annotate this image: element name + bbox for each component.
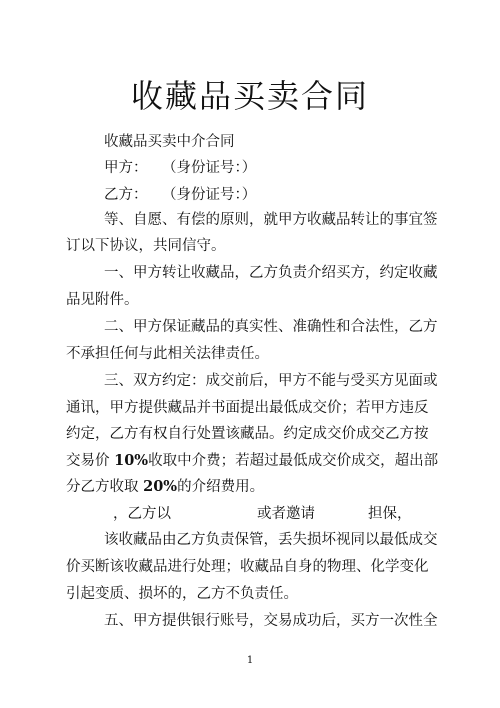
- paragraph-line: 二、甲方保证藏品的真实性、准确性和合法性，乙方: [104, 319, 438, 335]
- paragraph-line: 该收藏品由乙方负责保管，丢失损坏视同以最低成交: [104, 532, 438, 548]
- paragraph-segment: 或者邀请: [257, 506, 315, 522]
- text-segment: 收取中介费；若超过最低成交价成交，超出部: [148, 453, 439, 469]
- paragraph-line: [66, 477, 264, 497]
- paragraph-line: 品见附件。: [66, 292, 139, 308]
- paragraph-segment: 担保，: [368, 506, 412, 522]
- page-number: 1: [246, 655, 254, 666]
- paragraph-segment: ，乙方以: [113, 506, 171, 522]
- percent-value: 20%: [143, 478, 178, 495]
- paragraph-line: 引起变质、损坏的，乙方不负责任。: [66, 586, 298, 602]
- paragraph-line: [66, 451, 438, 471]
- paragraph-line: 一、甲方转让收藏品，乙方负责介绍买方，约定收藏: [104, 265, 438, 281]
- paragraph-line: 约定，乙方有权自行处置该藏品。约定成交价成交乙方按: [66, 426, 429, 442]
- party-a-line: 甲方： （身份证号：）: [104, 160, 257, 176]
- percent-value: 10%: [114, 452, 149, 469]
- subtitle: 收藏品买卖中介合同: [104, 134, 235, 150]
- paragraph-line: 价买断该收藏品进行处理；收藏品自身的物理、化学变化: [66, 559, 429, 575]
- paragraph-line: 不承担任何与此相关法律责任。: [66, 346, 269, 362]
- paragraph-line: 三、双方约定：成交前后，甲方不能与受买方见面或: [104, 373, 438, 389]
- text-segment: 交易价: [66, 453, 115, 469]
- paragraph-line: 五、甲方提供银行账号，交易成功后，买方一次性全: [104, 613, 438, 629]
- text-segment: 分乙方收取: [66, 479, 144, 495]
- text-segment: 的介绍费用。: [177, 479, 265, 495]
- party-b-line: 乙方： （身份证号：）: [104, 187, 257, 203]
- paragraph-line: 等、自愿、有偿的原则，就甲方收藏品转让的事宜签: [104, 212, 438, 228]
- paragraph-line: 订以下协议，共同信守。: [66, 238, 226, 254]
- document-title: 收藏品买卖合同: [130, 77, 369, 115]
- paragraph-line: 通讯，甲方提供藏品并书面提出最低成交价；若甲方违反: [66, 400, 429, 416]
